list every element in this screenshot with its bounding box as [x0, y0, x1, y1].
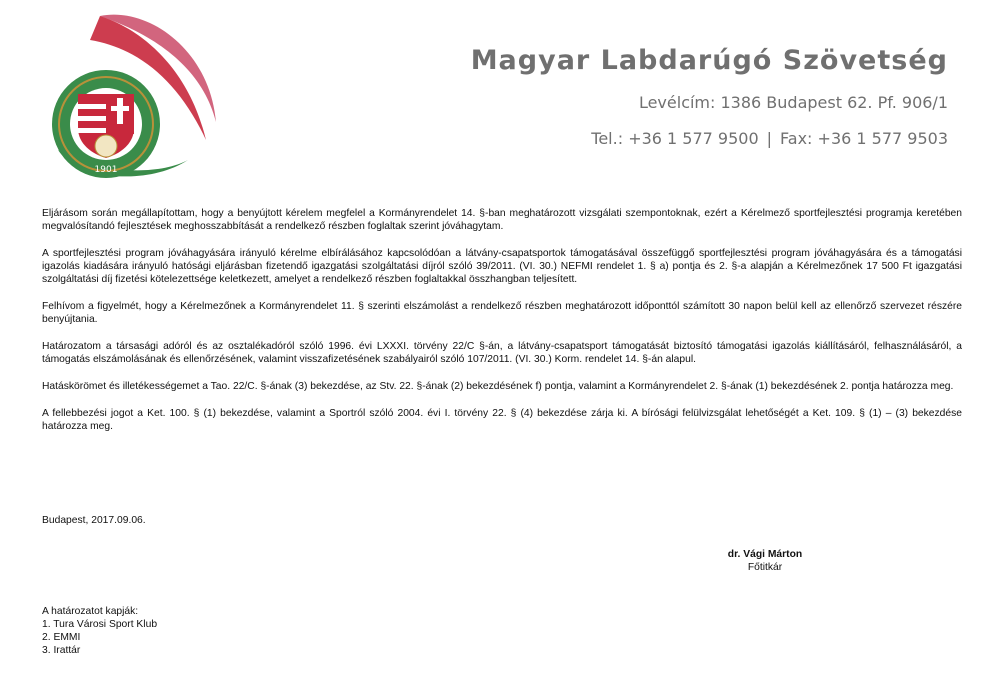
organization-name: Magyar Labdarúgó Szövetség	[470, 45, 948, 76]
signatory-title: Főtitkár	[747, 562, 783, 573]
date-line: Budapest, 2017.09.06.	[42, 515, 146, 526]
paragraph: Hatáskörömet és illetékességemet a Tao. 22/C. §-ának (3) bekezdése, az Stv. 22. §-ának (2) bekezdésének f) pontja, valamint a Kormányrendelet 2. §-ának (1) bekezdésének 2. pontja határozza meg.	[42, 381, 954, 392]
list-item: 2. EMMI	[42, 632, 81, 643]
list-item: 3. Irattár	[42, 645, 81, 656]
letterhead	[471, 44, 948, 150]
paragraph: A sportfejlesztési program jóváhagyására irányuló kérelme elbírálásához kapcsolódóan a látvány-csapatsportok támogatásával összefüggő sportfejlesztési program jóváhagyására és a támogatási igazolás kiadására irányuló hatósági eljárásban fizetendő igazgatási szolgáltatási díjról szóló 39/2011. (VI. 30.) NEFMI rendelet 1. § a) pontja és 2. §-a alapján a Kérelmezőnek 17 500 Ft igazgatási szolgáltatási díj fizetési kötelezettsége keletkezett, amelyet a rendelkező részben foglaltakkal összhangban teljesített.	[42, 248, 962, 285]
phone-number: Tel.: +36 1 577 9500	[591, 129, 759, 148]
paragraph: A fellebbezési jogot a Ket. 100. § (1) bekezdése, valamint a Sportról szóló 2004. évi I. törvény 22. § (4) bekezdése zárja ki. A bírósági felülvizsgálat lehetőségét a Ket. 109. § (1) – (3) bekezdése határozza meg.	[42, 408, 962, 432]
logo-year: 1901	[94, 165, 118, 175]
recipients-heading: A határozatot kapják:	[42, 606, 139, 617]
list-item: 1. Tura Városi Sport Klub	[42, 619, 158, 630]
logo-ball	[95, 135, 117, 157]
signature-block	[700, 548, 830, 574]
recipients-block	[42, 605, 157, 657]
decision-body	[42, 207, 962, 447]
mlsz-logo	[38, 10, 218, 182]
postal-address: Levélcím: 1386 Budapest 62. Pf. 906/1	[638, 93, 948, 112]
contact-line	[471, 128, 948, 150]
paragraph: Eljárásom során megállapítottam, hogy a benyújtott kérelem megfelel a Kormányrendelet 14. §-ban meghatározott vizsgálati szempontoknak, ezért a Kérelmező sportfejlesztési programja keretében megvalósítandó fejlesztések meghosszabbítását a rendelkező részben foglaltak szerint jóváhagytam.	[42, 208, 962, 232]
signatory-name: dr. Vági Márton	[727, 549, 803, 560]
paragraph: Felhívom a figyelmét, hogy a Kérelmezőnek a Kormányrendelet 11. § szerinti elszámolást a rendelkező részben meghatározott időponttól számított 30 napon belül kell az ellenőrző szervezet részére benyújtania.	[42, 301, 962, 325]
recipients-list	[42, 618, 157, 657]
contact-separator: |	[766, 129, 773, 148]
paragraph: Határozatom a társasági adóról és az osztalékadóról szóló 1996. évi LXXXI. törvény 22/C §-án, a látvány-csapatsport támogatását biztosító támogatási igazolás kiállításáról, felhasználásáról, a támogatás elszámolásának és ellenőrzésének, valamint visszafizetésének szabályairól szóló 107/2011. (VI. 30.) Korm. rendelet 14. §-án alapul.	[42, 341, 962, 365]
fax-number: Fax: +36 1 577 9503	[780, 129, 948, 148]
